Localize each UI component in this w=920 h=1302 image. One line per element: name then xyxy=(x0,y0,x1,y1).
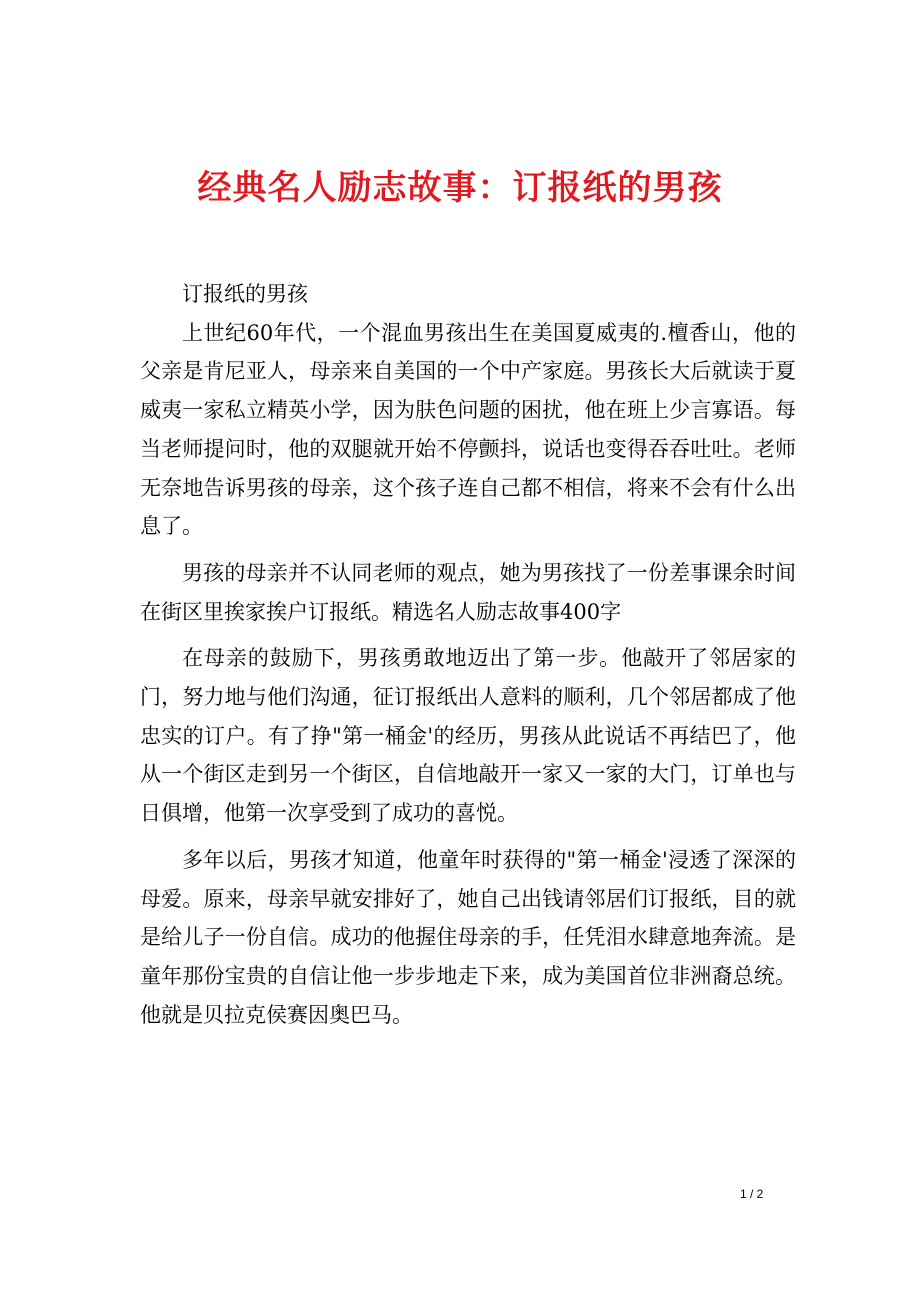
document-title: 经典名人励志故事：订报纸的男孩 xyxy=(197,167,723,208)
page-number: 1 / 2 xyxy=(740,1187,764,1201)
paragraph-1: 上世纪60年代，一个混血男孩出生在美国夏威夷的.檀香山，他的父亲是肯尼亚人，母亲来自美国的一个中产家庭。男孩长大后就读于夏威夷一家私立精英小学，因为肤色问题的困扰，他在班上少言寡语。每当老师提问时，他的双腿就开始不停颤抖，说话也变得吞吞吐吐。老师无奈地告诉男孩的母亲，这个孩子连自己都不相信，将来不会有什么出息了。 xyxy=(140,320,796,539)
paragraph-4: 多年以后，男孩才知道，他童年时获得的"第一桶金'浸透了深深的母爱。原来，母亲早就安排好了，她自己出钱请邻居们订报纸，目的就是给儿子一份自信。成功的他握住母亲的手，任凭泪水肆意地奔流。是童年那份宝贵的自信让他一步步地走下来，成为美国首位非洲裔总统。他就是贝拉克侯赛因奥巴马。 xyxy=(140,847,796,1027)
paragraph-3: 在母亲的鼓励下，男孩勇敢地迈出了第一步。他敲开了邻居家的门，努力地与他们沟通，征订报纸出人意料的顺利，几个邻居都成了他忠实的订户。有了挣"第一桶金'的经历，男孩从此说话不再结巴了，他从一个街区走到另一个街区，自信地敲开一家又一家的大门，订单也与日俱增，他第一次享受到了成功的喜悦。 xyxy=(140,646,796,826)
paragraph-subtitle: 订报纸的男孩 xyxy=(182,282,308,306)
paragraph-2: 男孩的母亲并不认同老师的观点，她为男孩找了一份差事课余时间在街区里挨家挨户订报纸。精选名人励志故事400字 xyxy=(140,560,796,624)
document-body xyxy=(140,275,796,1034)
